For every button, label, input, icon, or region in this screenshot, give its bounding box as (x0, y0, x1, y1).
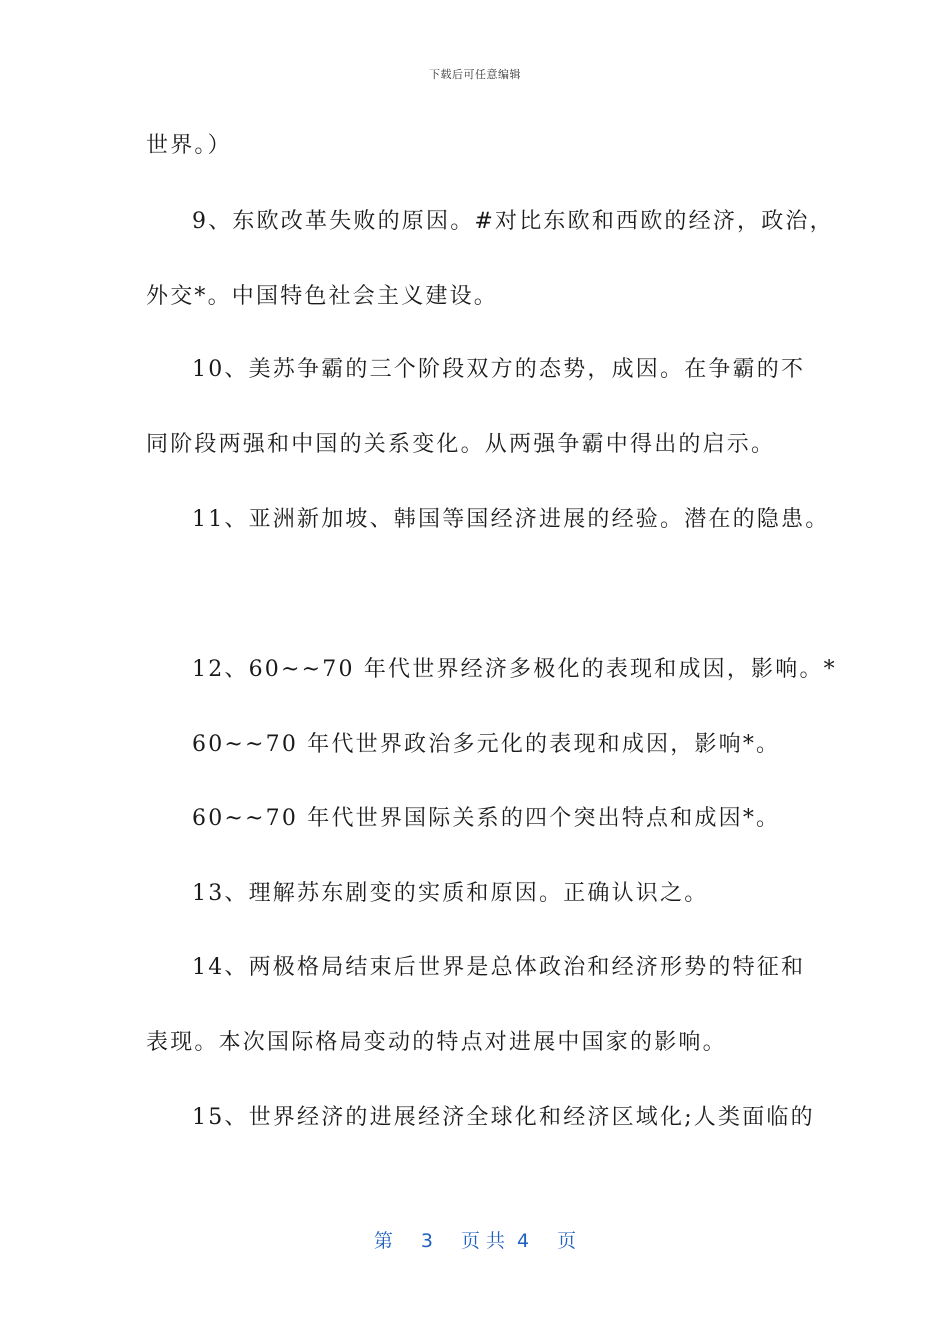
page-footer (0, 1226, 950, 1253)
total-page-number: 4 (517, 1230, 530, 1252)
text-line: 60~~70 年代世界政治多元化的表现和成因，影响*。 (192, 732, 781, 757)
text-line: 世界。） (146, 133, 232, 158)
text-line: 外交*。中国特色社会主义建设。 (146, 284, 499, 309)
text-line: 15、世界经济的进展经济全球化和经济区域化;人类面临的 (192, 1105, 815, 1130)
footer-ye: 页 (557, 1230, 577, 1252)
text-line: 同阶段两强和中国的关系变化。从两强争霸中得出的启示。 (146, 432, 776, 457)
text-line: 13、理解苏东剧变的实质和原因。正确认识之。 (192, 881, 709, 906)
text-line: 10、美苏争霸的三个阶段双方的态势，成因。在争霸的不 (192, 357, 806, 382)
text-line: 14、两极格局结束后世界是总体政治和经济形势的特征和 (192, 955, 806, 980)
text-line: 12、60~~70 年代世界经济多极化的表现和成因，影响。* (192, 657, 837, 682)
text-line: 9、东欧改革失败的原因。#对比东欧和西欧的经济，政治， (192, 209, 834, 234)
footer-ye-gong: 页 共 (460, 1230, 506, 1252)
header-note: 下载后可任意编辑 (429, 68, 521, 81)
footer-di: 第 (373, 1230, 393, 1252)
text-line: 11、亚洲新加坡、韩国等国经济进展的经验。潜在的隐患。 (192, 507, 830, 532)
text-line: 60~~70 年代世界国际关系的四个突出特点和成因*。 (192, 806, 781, 831)
text-line: 表现。本次国际格局变动的特点对进展中国家的影响。 (146, 1030, 727, 1055)
current-page-number: 3 (420, 1230, 433, 1252)
